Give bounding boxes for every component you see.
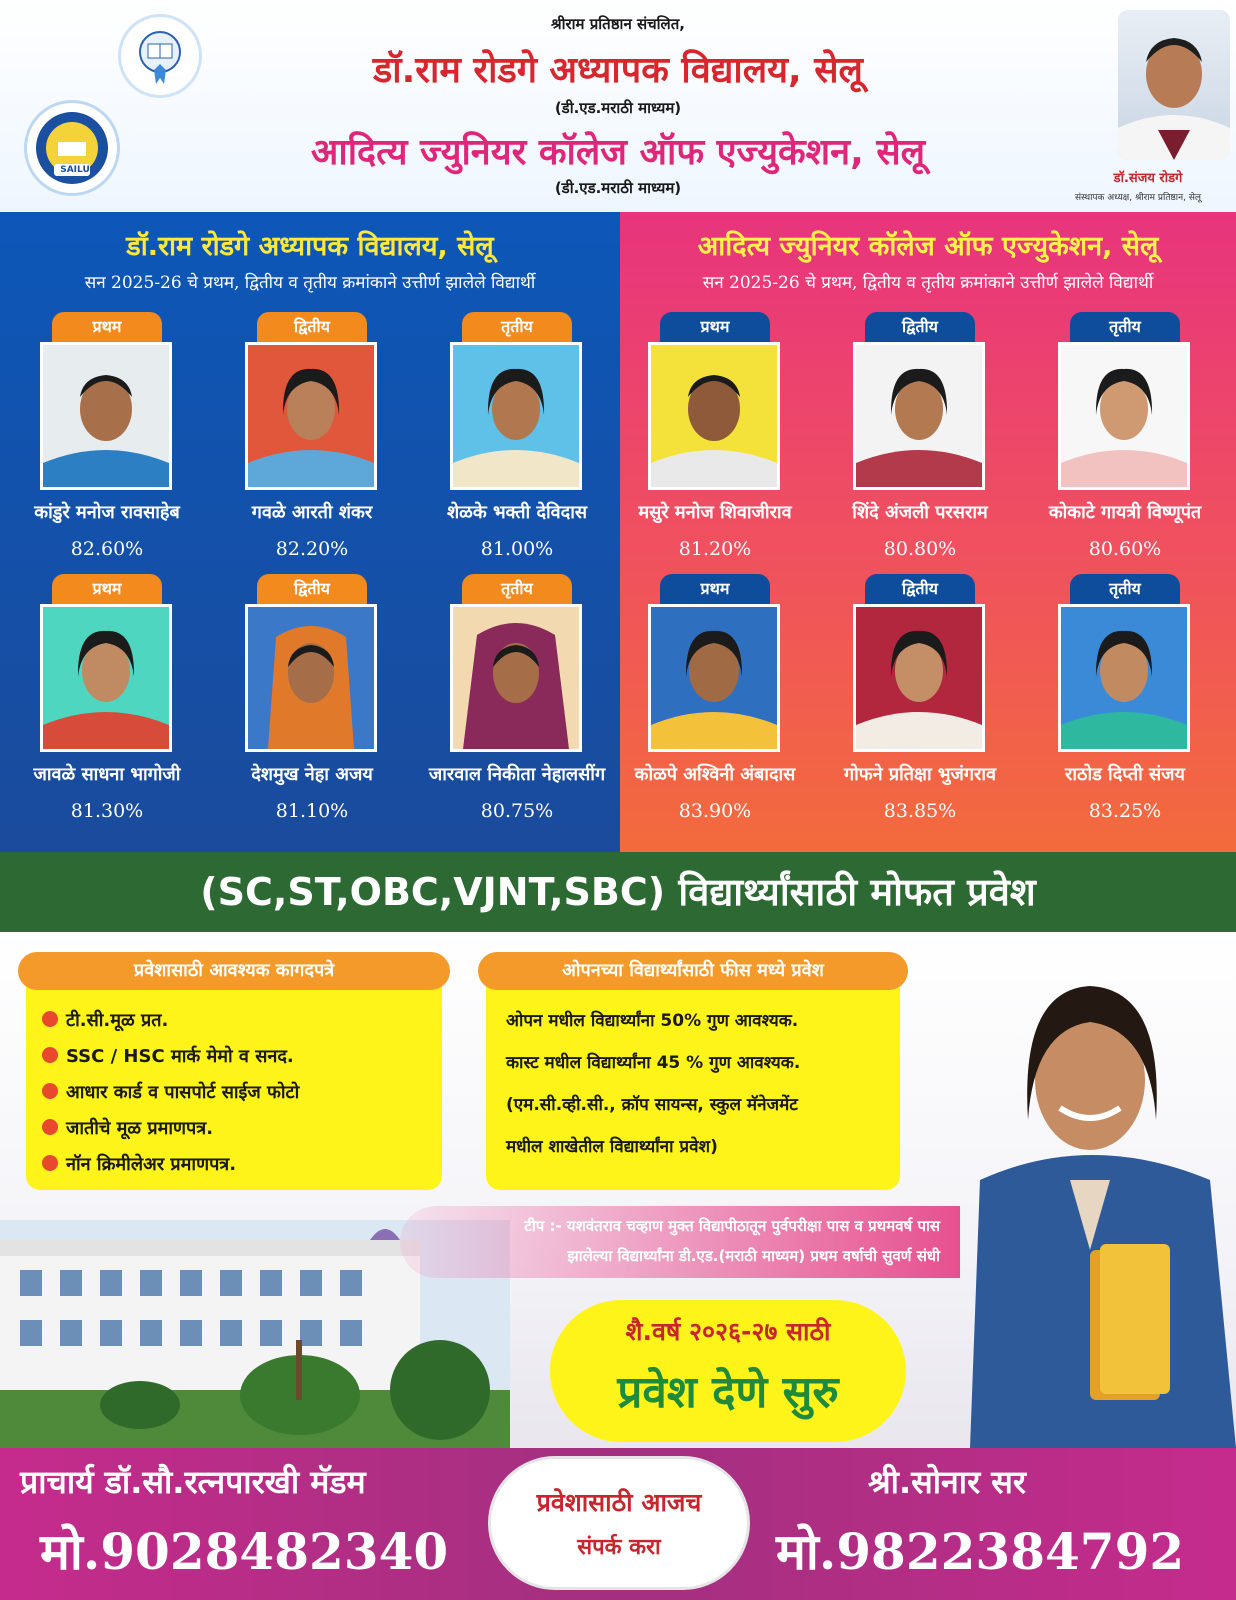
student-photo xyxy=(245,604,377,752)
rank-tag: प्रथम xyxy=(660,312,770,342)
bullet-icon xyxy=(42,1155,58,1171)
student-photo xyxy=(853,342,985,490)
student-photo xyxy=(450,342,582,490)
results-panel-right xyxy=(620,212,1236,852)
student-score: 81.30% xyxy=(70,800,144,822)
student-name: कोकाटे गायत्री विष्णूपंत xyxy=(1048,502,1202,523)
student-card xyxy=(1030,574,1220,834)
college2-medium: (डी.एड.मराठी माध्यम) xyxy=(554,179,682,197)
cta-line-1: प्रवेशासाठी आजच xyxy=(536,1488,702,1517)
student-name: गवळे आरती शंकर xyxy=(251,502,373,523)
student-score: 81.10% xyxy=(275,800,349,822)
document-item: आधार कार्ड व पासपोर्ट साईज फोटो xyxy=(66,1080,299,1104)
student-card xyxy=(1030,312,1220,572)
academic-year: शै.वर्ष २०२६-२७ साठी xyxy=(625,1317,831,1346)
panel-title: डॉ.राम रोडगे अध्यापक विद्यालय, सेलू xyxy=(126,231,494,262)
student-photo xyxy=(648,604,780,752)
student-photo xyxy=(1058,604,1190,752)
panel-title: आदित्य ज्युनियर कॉलेज ऑफ एज्युकेशन, सेलू xyxy=(697,231,1159,262)
documents-box xyxy=(26,958,442,1190)
student-name: शेळके भक्ती देविदास xyxy=(446,502,588,523)
bullet-icon xyxy=(42,1083,58,1099)
student-card xyxy=(12,312,202,572)
college1-title: डॉ.राम रोडगे अध्यापक विद्यालय, सेलू xyxy=(373,50,863,91)
rank-tag: प्रथम xyxy=(660,574,770,604)
fee-item: मधील शाखेतील विद्यार्थ्यांना प्रवेश) xyxy=(506,1137,718,1157)
student-card xyxy=(422,312,612,572)
contact2-phone[interactable]: मो.9822384792 xyxy=(776,1522,1185,1581)
student-name: मसुरे मनोज शिवाजीराव xyxy=(638,502,792,523)
college1-medium: (डी.एड.मराठी माध्यम) xyxy=(554,99,682,117)
student-name: जारवाल निकीता नेहालसींग xyxy=(428,764,606,785)
document-item: SSC / HSC मार्क मेमो व सनद. xyxy=(66,1044,294,1068)
student-score: 83.90% xyxy=(678,800,752,822)
contact1-name: प्राचार्य डॉ.सौ.रत्नपारखी मॅडम xyxy=(20,1463,366,1501)
aditya-logo-text: SAILU xyxy=(60,165,90,175)
banner-text: (SC,ST,OBC,VJNT,SBC) विद्यार्थ्यांसाठी मोफत प्रवेश xyxy=(200,870,1036,914)
college2-title: आदित्य ज्युनियर कॉलेज ऑफ एज्युकेशन, सेलू xyxy=(310,132,926,173)
pretitle: श्रीराम प्रतिष्ठान संचलित, xyxy=(551,15,685,33)
student-card xyxy=(217,574,407,834)
student-score: 80.75% xyxy=(480,800,554,822)
tip-line-2: झालेल्या विद्यार्थ्यांना डी.एड.(मराठी माध्यम) प्रथम वर्षाची सुवर्ण संधी xyxy=(567,1247,940,1265)
student-card xyxy=(620,312,810,572)
student-photo xyxy=(245,342,377,490)
document-item: जातीचे मूळ प्रमाणपत्र. xyxy=(66,1116,213,1140)
rank-tag: तृतीय xyxy=(462,574,572,604)
student-score: 81.00% xyxy=(480,538,554,560)
founder-photo xyxy=(1118,10,1230,160)
contact-cta xyxy=(488,1456,750,1590)
document-item: टी.सी.मूळ प्रत. xyxy=(66,1008,168,1032)
rank-tag: द्वितीय xyxy=(257,312,367,342)
student-card xyxy=(825,312,1015,572)
bullet-icon xyxy=(42,1047,58,1063)
rank-tag: तृतीय xyxy=(1070,312,1180,342)
student-score: 83.25% xyxy=(1088,800,1162,822)
student-name: शिंदे अंजली परसराम xyxy=(852,502,988,523)
rank-tag: द्वितीय xyxy=(257,574,367,604)
student-name: देशमुख नेहा अजय xyxy=(251,764,373,785)
rank-tag: द्वितीय xyxy=(865,574,975,604)
student-name: कोळपे अश्विनी अंबादास xyxy=(634,764,796,785)
student-name: राठोड दिप्ती संजय xyxy=(1065,764,1185,785)
contact1-phone[interactable]: मो.9028482340 xyxy=(40,1522,449,1581)
student-score: 80.80% xyxy=(883,538,957,560)
panel-subtitle: सन 2025-26 चे प्रथम, द्वितीय व तृतीय क्रमांकाने उत्तीर्ण झालेले विद्यार्थी xyxy=(84,273,536,293)
student-photo xyxy=(450,604,582,752)
bullet-icon xyxy=(42,1011,58,1027)
founder-role: संस्थापक अध्यक्ष, श्रीराम प्रतिष्ठान, सेलू xyxy=(1074,193,1202,203)
student-score: 80.60% xyxy=(1088,538,1162,560)
student-card xyxy=(825,574,1015,834)
rank-tag: प्रथम xyxy=(52,312,162,342)
free-admission-banner xyxy=(0,852,1236,932)
student-score: 82.60% xyxy=(70,538,144,560)
rank-tag: द्वितीय xyxy=(865,312,975,342)
student-photo xyxy=(648,342,780,490)
panel-subtitle: सन 2025-26 चे प्रथम, द्वितीय व तृतीय क्रमांकाने उत्तीर्ण झालेले विद्यार्थी xyxy=(702,273,1154,293)
student-name: जावळे साधना भागोजी xyxy=(33,764,181,785)
bullet-icon xyxy=(42,1119,58,1135)
student-photo xyxy=(1058,342,1190,490)
student-card xyxy=(217,312,407,572)
student-name: गोफने प्रतिक्षा भुजंगराव xyxy=(843,764,997,785)
rank-tag: तृतीय xyxy=(1070,574,1180,604)
tip-line-1: टीप :- यशवंतराव चव्हाण मुक्त विद्यापीठातून पुर्वपरीक्षा पास व प्रथमवर्ष पास xyxy=(524,1217,940,1235)
admission-status: प्रवेश देणे सुरु xyxy=(617,1367,839,1418)
contact2-name: श्री.सोनार सर xyxy=(868,1463,1027,1501)
student-card xyxy=(422,574,612,834)
student-card xyxy=(12,574,202,834)
student-score: 83.85% xyxy=(883,800,957,822)
student-score: 82.20% xyxy=(275,538,349,560)
student-score: 81.20% xyxy=(678,538,752,560)
student-card xyxy=(620,574,810,834)
student-model-photo xyxy=(950,950,1236,1448)
document-item: नॉन क्रिमीलेअर प्रमाणपत्र. xyxy=(66,1152,236,1176)
rank-tag: तृतीय xyxy=(462,312,572,342)
student-photo xyxy=(853,604,985,752)
fee-item: (एम.सी.व्ही.सी., क्रॉप सायन्स, स्कुल मॅनेजमेंट xyxy=(506,1095,798,1115)
rank-tag: प्रथम xyxy=(52,574,162,604)
student-photo xyxy=(40,342,172,490)
tip-note xyxy=(400,1206,960,1278)
documents-title: प्रवेशासाठी आवश्यक कागदपत्रे xyxy=(18,952,450,990)
admission-open-pill xyxy=(550,1300,906,1442)
results-panel-left xyxy=(0,212,620,852)
header xyxy=(0,0,1236,212)
cta-line-2: संपर्क करा xyxy=(577,1535,661,1560)
fees-box xyxy=(486,958,900,1190)
student-name: कांडुरे मनोज रावसाहेब xyxy=(34,502,180,523)
fees-title: ओपनच्या विद्यार्थ्यांसाठी फीस मध्ये प्रवेश xyxy=(478,952,908,990)
founder-name: डॉ.संजय रोडगे xyxy=(1113,171,1183,186)
fee-item: ओपन मधील विद्यार्थ्यांना 50% गुण आवश्यक. xyxy=(506,1011,799,1031)
student-photo xyxy=(40,604,172,752)
fee-item: कास्ट मधील विद्यार्थ्यांना 45 % गुण आवश्यक. xyxy=(506,1053,801,1073)
